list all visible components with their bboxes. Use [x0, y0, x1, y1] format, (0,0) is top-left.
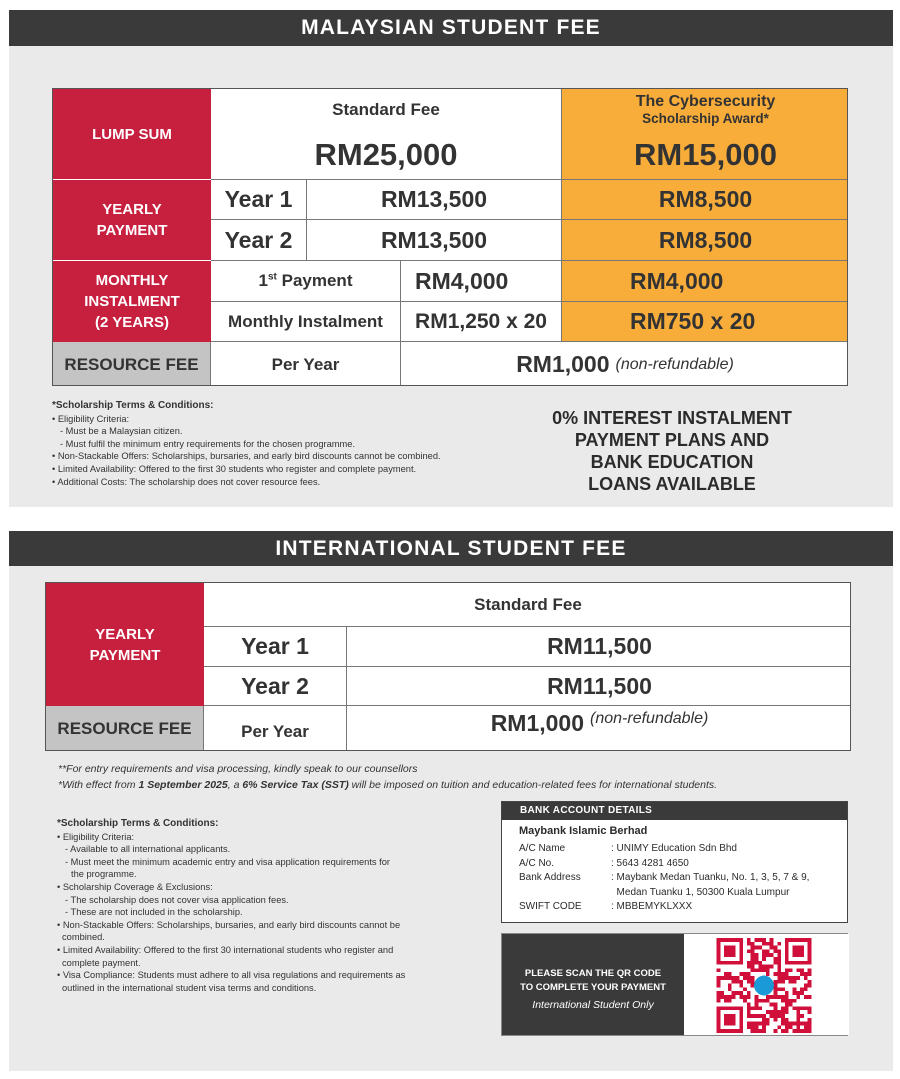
intl-year1-amount: RM11,500: [347, 627, 851, 667]
malaysian-fee-title: MALAYSIAN STUDENT FEE: [9, 10, 893, 46]
terms-line: outlined in the international student visa terms and conditions.: [62, 982, 317, 993]
bank-row-key: Bank Address: [519, 872, 581, 883]
intl-yearly-payment-label: YEARLY PAYMENT: [46, 583, 204, 706]
bank-name: Maybank Islamic Berhad: [519, 825, 648, 837]
terms-line: - The scholarship does not cover visa application fees.: [65, 894, 289, 905]
intl-year2-amount: RM11,500: [347, 667, 851, 706]
sst-footnote: *With effect from 1 September 2025, a 6% Service Tax (SST) will be imposed on tuition and education-related fees for international students.: [58, 779, 718, 791]
qr-code-icon[interactable]: [714, 938, 814, 1033]
interest-instalment-promo: 0% INTEREST INSTALMENT PAYMENT PLANS AND BANK EDUCATION LOANS AVAILABLE: [552, 408, 792, 494]
terms-line: • Limited Availability: Offered to the first 30 students who register and complete payment.: [52, 463, 417, 474]
international-fee-table: [45, 582, 851, 751]
monthly-standard-amount: RM1,250 x 20: [401, 302, 562, 342]
terms-line: • Limited Availability: Offered to the first 30 international students who register and: [57, 944, 394, 955]
bank-rows: [502, 842, 847, 915]
scholarship-header: The Cybersecurity Scholarship Award*: [562, 89, 848, 130]
bank-row-value: : Maybank Medan Tuanku, No. 1, 3, 5, 7 & 9,: [611, 872, 810, 883]
resource-fee-label: RESOURCE FEE: [53, 342, 211, 386]
bank-row: [502, 900, 847, 915]
terms-line: the programme.: [71, 869, 137, 880]
intl-year1-label: Year 1: [204, 627, 347, 667]
intl-per-year-label: Per Year: [204, 706, 347, 751]
resource-fee-amount: RM1,000 (non-refundable): [401, 342, 848, 386]
lump-sum-standard-amount: RM25,000: [211, 130, 562, 180]
per-year-label: Per Year: [211, 342, 401, 386]
yearly-payment-label: YEARLY PAYMENT: [53, 180, 211, 261]
first-payment-standard-amount: RM4,000: [401, 261, 562, 302]
terms-line: • Visa Compliance: Students must adhere to all visa regulations and requirements as: [57, 970, 406, 981]
malaysian-scholarship-terms: *Scholarship Terms & Conditions: • Eligibility Criteria: - Must be a Malaysian citizen. - Must fulfil the minimum entry requirements for the chosen programme. • Non-Stackable Offers: Scholarships, bursaries, and early bird discounts cannot be combined. • Limited Availability: Offered to the first 30 students who register and complete payment. • Additional Costs: The scholarship does not cover resource fees.: [52, 400, 522, 488]
international-fee-title: INTERNATIONAL STUDENT FEE: [9, 531, 893, 566]
monthly-instalment-label: MONTHLY INSTALMENT (2 YEARS): [53, 261, 211, 342]
year1-standard-amount: RM13,500: [307, 180, 562, 220]
bank-row: [502, 857, 847, 872]
year2-standard-amount: RM13,500: [307, 220, 562, 261]
bank-row-value: Medan Tuanku 1, 50300 Kuala Lumpur: [611, 886, 790, 898]
qr-instructions: PLEASE SCAN THE QR CODE TO COMPLETE YOUR PAYMENT International Student Only: [520, 968, 666, 1011]
monthly-instalment-row-label: Monthly Instalment: [211, 302, 401, 342]
standard-fee-header: Standard Fee: [211, 89, 562, 130]
bank-row-value: : UNIMY Education Sdn Bhd: [611, 843, 737, 854]
bank-row-key: A/C No.: [519, 857, 555, 869]
terms-line: - Must fulfil the minimum entry requirements for the chosen programme.: [60, 438, 356, 449]
intl-resource-fee-label: RESOURCE FEE: [46, 706, 204, 751]
qr-payment-box: [501, 933, 848, 1036]
bank-row-key: [519, 886, 611, 901]
intl-standard-fee-header: Standard Fee: [204, 583, 851, 627]
terms-line: • Eligibility Criteria:: [52, 413, 130, 424]
year1-label: Year 1: [211, 180, 307, 220]
intl-scholarship-terms: *Scholarship Terms & Conditions: • Eligibility Criteria: - Available to all international applicants. - Must meet the minimum academic entry and visa application requirements for the programme. • Scholarship Coverage & Exclusions: - The scholarship does not cover visa application fees. - These are not included in the scholarship. • Non-Stackable Offers: Scholarships, bursaries, and early bird discounts cannot be combined. • Limited Availability: Offered to the first 30 international students who register and complete payment. • Visa Compliance: Students must adhere to all visa regulations and requirements as outlined in the international student visa terms and conditions.: [57, 818, 477, 994]
terms-line: - These are not included in the scholarship.: [65, 907, 243, 918]
bank-row-value: : MBBEMYKLXXX: [611, 901, 693, 912]
bank-row-value: : 5643 4281 4650: [611, 857, 689, 869]
monthly-scholar-amount: RM750 x 20: [562, 302, 848, 342]
intl-resource-fee-amount: RM1,000 (non-refundable): [347, 706, 851, 751]
bank-row-key: SWIFT CODE: [519, 901, 582, 912]
bank-row: [502, 871, 847, 886]
year2-label: Year 2: [211, 220, 307, 261]
year2-scholar-amount: RM8,500: [562, 220, 848, 261]
bank-account-details: [501, 801, 848, 923]
intl-year2-label: Year 2: [204, 667, 347, 706]
bank-row-key: A/C Name: [519, 843, 566, 854]
terms-line: combined.: [62, 932, 105, 943]
terms-line: • Additional Costs: The scholarship does not cover resource fees.: [52, 476, 321, 487]
lump-sum-label: LUMP SUM: [53, 89, 211, 180]
bank-row: [502, 842, 847, 857]
first-payment-scholar-amount: RM4,000: [562, 261, 848, 302]
terms-line: - Must be a Malaysian citizen.: [60, 426, 183, 437]
lump-sum-scholar-amount: RM15,000: [562, 130, 848, 180]
entry-requirements-footnote: **For entry requirements and visa processing, kindly speak to our counsellors: [58, 763, 418, 775]
terms-line: • Non-Stackable Offers: Scholarships, bursaries, and early bird discounts cannot be: [57, 919, 401, 930]
terms-line: - Must meet the minimum academic entry and visa application requirements for: [65, 856, 391, 867]
malaysian-fee-table: [52, 88, 848, 386]
terms-line: - Available to all international applicants.: [65, 844, 231, 855]
terms-line: • Non-Stackable Offers: Scholarships, bursaries, and early bird discounts cannot be combined.: [52, 451, 441, 462]
bank-details-header: BANK ACCOUNT DETAILS: [502, 802, 847, 820]
terms-line: complete payment.: [62, 957, 141, 968]
terms-line: • Eligibility Criteria:: [57, 831, 135, 842]
year1-scholar-amount: RM8,500: [562, 180, 848, 220]
first-payment-label: 1st Payment: [211, 261, 401, 302]
terms-line: • Scholarship Coverage & Exclusions:: [57, 881, 213, 892]
qr-code-area: [684, 934, 849, 1035]
bank-row: [502, 886, 847, 901]
